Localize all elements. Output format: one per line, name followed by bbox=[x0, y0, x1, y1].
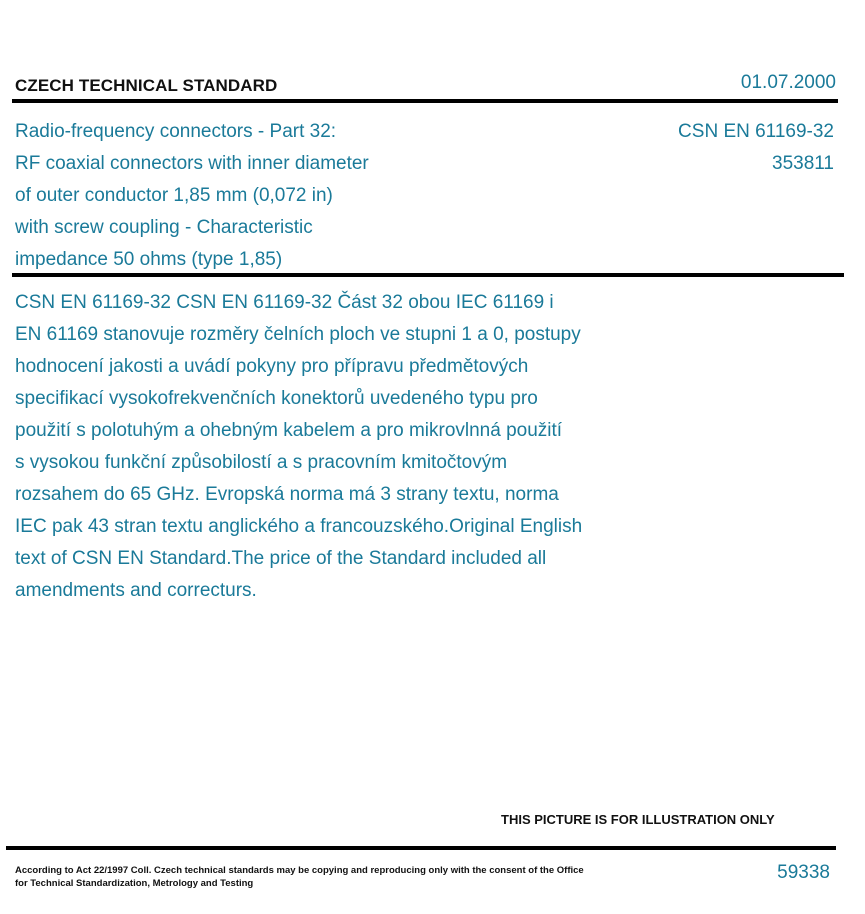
document-type-heading: CZECH TECHNICAL STANDARD bbox=[15, 76, 278, 95]
catalog-number: 353811 bbox=[772, 153, 834, 174]
standard-codes bbox=[678, 116, 834, 180]
footer-divider bbox=[6, 846, 836, 850]
header-divider bbox=[12, 99, 838, 103]
description-line: CSN EN 61169-32 CSN EN 61169-32 Část 32 obou IEC 61169 i bbox=[15, 292, 554, 313]
description-line: rozsahem do 65 GHz. Evropská norma má 3 strany textu, norma bbox=[15, 484, 559, 505]
title-line: impedance 50 ohms (type 1,85) bbox=[15, 249, 283, 270]
title-line: Radio-frequency connectors - Part 32: bbox=[15, 121, 337, 142]
illustration-disclaimer: THIS PICTURE IS FOR ILLUSTRATION ONLY bbox=[501, 812, 775, 827]
title-line: of outer conductor 1,85 mm (0,072 in) bbox=[15, 185, 333, 206]
publication-date: 01.07.2000 bbox=[740, 72, 836, 93]
legal-notice bbox=[15, 864, 584, 890]
title-line: with screw coupling - Characteristic bbox=[15, 217, 313, 238]
document-number: 59338 bbox=[777, 862, 830, 883]
description-line: IEC pak 43 stran textu anglického a francouzského.Original English bbox=[15, 516, 583, 537]
title-divider bbox=[12, 273, 844, 277]
description-line: použití s polotuhým a ohebným kabelem a pro mikrovlnná použití bbox=[15, 420, 563, 441]
description-line: amendments and correcturs. bbox=[15, 580, 257, 601]
description-line: EN 61169 stanovuje rozměry čelních ploch ve stupni 1 a 0, postupy bbox=[15, 324, 581, 345]
description-line: hodnocení jakosti a uvádí pokyny pro přípravu předmětových bbox=[15, 356, 529, 377]
description-line: specifikací vysokofrekvenčních konektorů uvedeného typu pro bbox=[15, 388, 538, 409]
description-line: s vysokou funkční způsobilostí a s pracovním kmitočtovým bbox=[15, 452, 508, 473]
legal-notice-line: for Technical Standardization, Metrology and Testing bbox=[15, 878, 254, 889]
legal-notice-line: According to Act 22/1997 Coll. Czech technical standards may be copying and reproducing only with the consent of the Office bbox=[15, 865, 584, 876]
title-line: RF coaxial connectors with inner diameter bbox=[15, 153, 369, 174]
standard-number: CSN EN 61169-32 bbox=[678, 121, 834, 142]
description-line: text of CSN EN Standard.The price of the Standard included all bbox=[15, 548, 547, 569]
standard-title bbox=[15, 116, 445, 276]
standard-description bbox=[15, 287, 665, 607]
